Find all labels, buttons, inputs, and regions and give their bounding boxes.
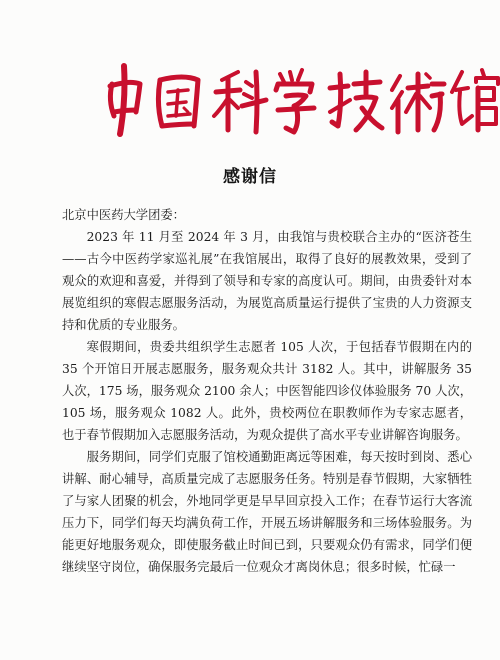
logo-char-shu — [392, 74, 444, 132]
paragraph-1: 2023 年 11 月至 2024 年 3 月，由我馆与贵校联合主办的“医济苍生——古今中医药学家巡礼展”在我馆展出，取得了良好的展教效果，受到了观众的欢迎和喜爱，并得到了领导和专家的高度认可。期间，由贵委针对本展览组织的寒假志愿服务活动，为展览高质量运行提供了宝贵的人力资源支持和优质的专业服务。 — [62, 230, 472, 332]
letter-title: 感谢信 — [223, 167, 277, 187]
logo-char-ke — [214, 72, 266, 132]
letter-body — [62, 204, 472, 578]
letterhead-calligraphy-logo — [0, 0, 500, 150]
salutation: 北京中医药大学团委： — [62, 208, 185, 222]
paragraph-3: 服务期间，同学们克服了馆校通勤距离远等困难，每天按时到岗、悉心讲解、耐心辅导，高质量完成了志愿服务任务。特别是春节假期，大家牺牲了与家人团聚的机会，外地同学更是早早回京投入工作；在春节运行大客流压力下，同学们每天均满负荷工作，开展五场讲解服务和三场体验服务。为能更好地服务观众，即使服务截止时间已到，只要观众仍有需求，同学们便继续坚守岗位，确保服务完最后一位观众才离岗休息；很多时候，忙碌一 — [62, 450, 472, 574]
letterhead — [0, 0, 500, 150]
logo-char-guo — [158, 77, 198, 126]
logo-char-xue — [276, 70, 314, 132]
logo-char-zhong — [110, 66, 140, 134]
paragraph-2: 寒假期间，贵委共组织学生志愿者 105 人次，于包括春节假期在内的 35 个开馆日开展志愿服务，服务观众共计 3182 人。其中，讲解服务 35 人次，175 场，服务观众 2100 余人；中医智能四诊仪体验服务 70 人次，105 场，服务观众 1082 人。此外，贵校两位在职教师作为专家志愿者，也于春节假期加入志愿服务活动，为观众提供了高水平专业讲解咨询服务。 — [62, 340, 472, 442]
logo-char-guan — [452, 70, 498, 130]
logo-char-ji — [330, 72, 382, 130]
